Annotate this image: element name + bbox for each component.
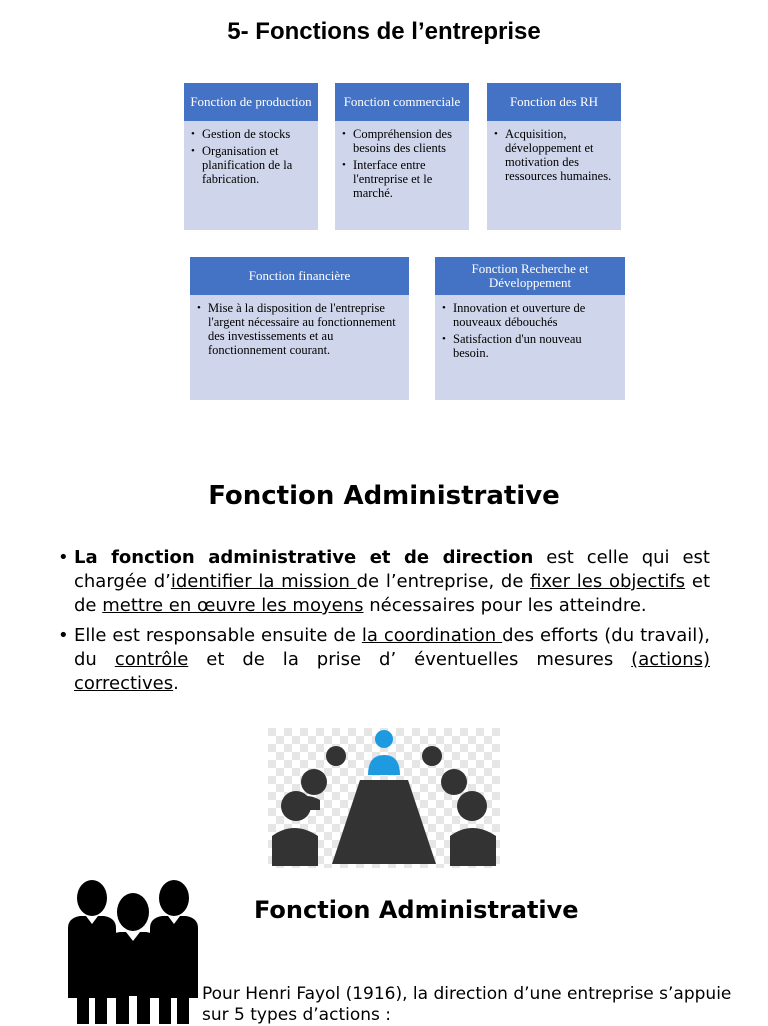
- text: et de: [74, 571, 710, 616]
- text: Elle est responsable ensuite de: [74, 625, 362, 646]
- admin-title: Fonction Administrative: [208, 481, 560, 511]
- text: de l’entreprise, de: [356, 571, 531, 592]
- card-title: Fonction Recherche et Développement: [435, 257, 625, 295]
- admin-bullet-2: [58, 624, 710, 696]
- card-item: • Compréhension des besoins des clients: [353, 127, 463, 155]
- admin-bullets: [58, 546, 710, 702]
- bold-text: La fonction administrative et de direction: [74, 547, 534, 568]
- card-item: • Interface entre l'entreprise et le marché.: [353, 158, 463, 200]
- underlined-text: la coordination: [361, 625, 503, 646]
- underlined-text: (actions) correctives: [74, 649, 711, 694]
- card-list: [435, 295, 625, 360]
- card-list: [184, 121, 318, 186]
- meeting-table-icon: [268, 728, 500, 868]
- card-item: • Innovation et ouverture de nouveaux débouchés: [453, 301, 619, 329]
- card-item: • Mise à la disposition de l'entreprise l'argent nécessaire au fonctionnement des investissements et au fonctionnement courant.: [208, 301, 403, 357]
- card-financiere: [190, 257, 409, 400]
- card-commerciale: [335, 83, 469, 230]
- card-recherche: [435, 257, 625, 400]
- card-list: [190, 295, 409, 357]
- text: et de la prise d’ éventuelles mesures: [188, 649, 632, 670]
- admin-title-2: Fonction Administrative: [254, 896, 579, 924]
- text: des efforts (du travail), du: [74, 625, 710, 670]
- card-item: • Organisation et planification de la fabrication.: [202, 144, 312, 186]
- card-item: • Acquisition, développement et motivation des ressources humaines.: [505, 127, 615, 183]
- card-list: [487, 121, 621, 183]
- card-title: Fonction des RH: [487, 83, 621, 121]
- card-item: • Gestion de stocks: [202, 127, 312, 141]
- card-title: Fonction financière: [190, 257, 409, 295]
- card-item: • Satisfaction d'un nouveau besoin.: [453, 332, 619, 360]
- card-title: Fonction de production: [184, 83, 318, 121]
- underlined-text: fixer les objectifs: [530, 571, 686, 592]
- text: est celle qui est chargée d’: [74, 547, 710, 592]
- underlined-text: identifier la mission: [170, 571, 357, 592]
- underlined-text: mettre en œuvre les moyens: [102, 595, 364, 616]
- text: .: [173, 673, 179, 694]
- section-title: 5- Fonctions de l’entreprise: [227, 18, 541, 45]
- card-production: [184, 83, 318, 230]
- underlined-text: contrôle: [114, 649, 189, 670]
- fayol-text: Pour Henri Fayol (1916), la direction d’une entreprise s’appuie sur 5 types d’actions :: [202, 984, 732, 1025]
- card-list: [335, 121, 469, 200]
- business-team-icon: [66, 876, 200, 1024]
- admin-bullet-1: [58, 546, 710, 618]
- text: nécessaires pour les atteindre.: [363, 595, 647, 616]
- card-rh: [487, 83, 621, 230]
- card-title: Fonction commerciale: [335, 83, 469, 121]
